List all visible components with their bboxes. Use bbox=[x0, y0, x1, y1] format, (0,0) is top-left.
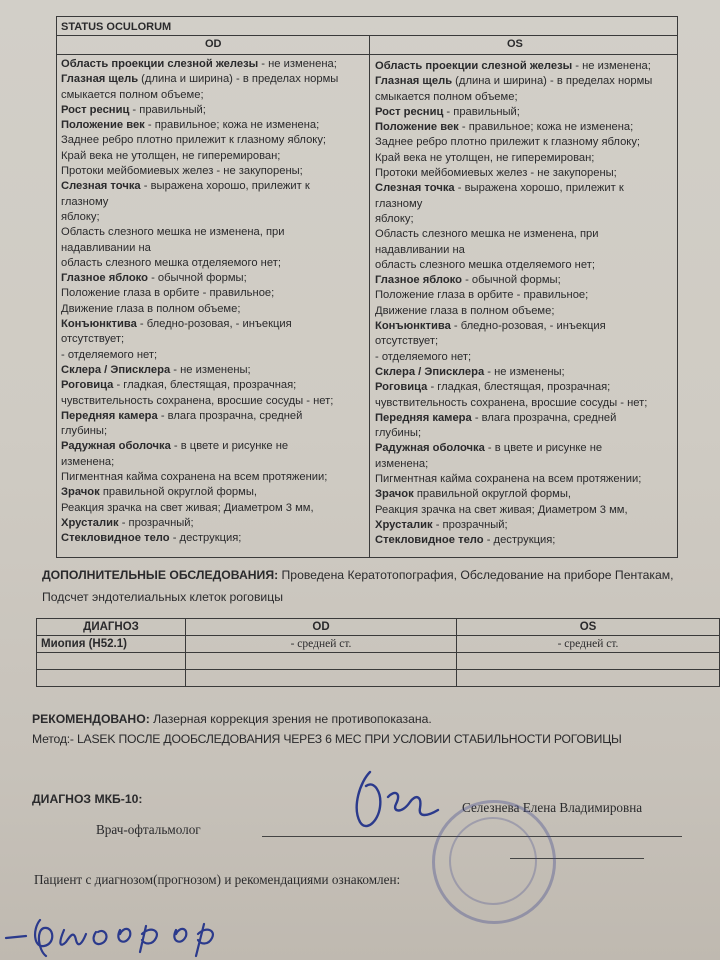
finding-line bbox=[375, 105, 675, 120]
finding-text: (длина и ширина) - в пределах нормы bbox=[452, 75, 653, 88]
od-header: OD bbox=[205, 38, 222, 50]
finding-line bbox=[375, 288, 675, 303]
mkb-label: ДИАГНОЗ МКБ-10: bbox=[32, 792, 143, 806]
additional-exams-line2: Подсчет эндотелиальных клеток роговицы bbox=[42, 590, 283, 604]
finding-text: область слезного мешка отделяемого нет; bbox=[61, 256, 281, 269]
finding-line bbox=[375, 227, 675, 242]
finding-line bbox=[61, 164, 365, 179]
os-value-cell: - средней ст. bbox=[457, 636, 720, 653]
finding-line bbox=[375, 90, 675, 105]
finding-text: - гладкая, блестящая, прозрачная; bbox=[427, 381, 611, 394]
finding-term: Зрачок bbox=[375, 488, 414, 501]
finding-text: Область слезного мешка не изменена, при bbox=[375, 228, 599, 241]
finding-term: Глазное яблоко bbox=[375, 274, 462, 287]
finding-text: (длина и ширина) - в пределах нормы bbox=[138, 73, 339, 86]
table-row bbox=[37, 653, 720, 670]
finding-term: Стекловидное тело bbox=[375, 534, 484, 547]
finding-text: - не изменены; bbox=[484, 365, 565, 378]
finding-term: Область проекции слезной железы bbox=[61, 58, 259, 70]
finding-line bbox=[61, 332, 365, 347]
doctor-signature bbox=[330, 752, 450, 842]
finding-term: Хрусталик bbox=[61, 516, 119, 529]
finding-text: глазному bbox=[61, 195, 109, 208]
finding-text: надавливании на bbox=[375, 243, 465, 256]
additional-exams bbox=[42, 568, 674, 582]
finding-line bbox=[375, 166, 675, 181]
finding-line bbox=[375, 441, 675, 456]
os-findings bbox=[375, 59, 675, 549]
patient-handwritten-signature bbox=[0, 890, 300, 960]
finding-term: Положение век bbox=[375, 121, 459, 134]
finding-text: Реакция зрачка на свет живая; Диаметром 3 мм, bbox=[375, 503, 628, 516]
finding-text: отсутствует; bbox=[61, 333, 125, 346]
finding-line bbox=[61, 286, 365, 301]
finding-term: Конъюнктива bbox=[61, 318, 137, 331]
finding-line bbox=[375, 396, 675, 411]
finding-text: яблоку; bbox=[61, 210, 100, 223]
os-value-cell bbox=[457, 653, 720, 670]
additional-exams-text: Проведена Кератотопография, Обследование на приборе Пентакам, bbox=[278, 568, 674, 582]
finding-text: глазному bbox=[375, 197, 423, 210]
finding-term: Роговица bbox=[61, 379, 114, 392]
finding-text: Реакция зрачка на свет живая; Диаметром 3 мм, bbox=[61, 501, 314, 514]
finding-text: чувствительность сохранена, вросшие сосуды - нет; bbox=[61, 394, 334, 407]
finding-text: - не изменена; bbox=[258, 58, 337, 70]
finding-line bbox=[375, 273, 675, 288]
finding-line bbox=[61, 256, 365, 271]
finding-line bbox=[375, 350, 675, 365]
finding-term: Хрусталик bbox=[375, 518, 433, 531]
finding-line bbox=[375, 365, 675, 380]
finding-line bbox=[61, 225, 365, 240]
finding-text: - в цвете и рисунке не bbox=[484, 442, 603, 455]
diagnosis-cell bbox=[37, 670, 186, 687]
finding-line bbox=[61, 394, 365, 409]
finding-text: - деструкция; bbox=[169, 532, 242, 545]
finding-term: Глазная щель bbox=[375, 75, 453, 88]
od-value-cell: - средней ст. bbox=[186, 636, 457, 653]
finding-line bbox=[61, 133, 365, 148]
finding-line bbox=[61, 424, 365, 439]
status-oculorum-title: STATUS OCULORUM bbox=[61, 21, 172, 33]
finding-text: надавливании на bbox=[61, 241, 151, 254]
finding-term: Слезная точка bbox=[61, 180, 141, 193]
finding-text: Пигментная кайма сохранена на всем протяжении; bbox=[375, 473, 642, 486]
doctor-name: Селезнева Елена Владимировна bbox=[462, 800, 643, 815]
diagnosis-cell bbox=[37, 653, 186, 670]
finding-line bbox=[375, 472, 675, 487]
finding-text: - обычной формы; bbox=[461, 274, 561, 287]
clinic-stamp bbox=[432, 800, 556, 924]
finding-text: изменена; bbox=[375, 457, 429, 470]
finding-line bbox=[375, 151, 675, 166]
finding-line bbox=[61, 72, 365, 87]
finding-line bbox=[375, 411, 675, 426]
finding-text: - бледно-розовая, - инъекция bbox=[136, 318, 292, 331]
finding-text: - правильное; кожа не изменена; bbox=[144, 119, 320, 132]
finding-line bbox=[375, 503, 675, 518]
diagnosis-os-header: OS bbox=[457, 619, 720, 636]
finding-text: - выражена хорошо, прилежит к bbox=[454, 182, 624, 195]
finding-text: - отделяемого нет; bbox=[61, 348, 158, 361]
finding-text: Область слезного мешка не изменена, при bbox=[61, 226, 285, 239]
finding-line bbox=[61, 179, 365, 194]
finding-line bbox=[61, 302, 365, 317]
finding-line bbox=[375, 243, 675, 258]
finding-text: - правильное; кожа не изменена; bbox=[458, 121, 634, 134]
od-value-cell bbox=[186, 670, 457, 687]
finding-text: - выражена хорошо, прилежит к bbox=[140, 180, 310, 193]
finding-line bbox=[61, 516, 365, 531]
finding-text: - прозрачный; bbox=[118, 516, 194, 529]
finding-line bbox=[375, 334, 675, 349]
finding-term: Передняя камера bbox=[375, 411, 472, 424]
od-value-cell bbox=[186, 653, 457, 670]
finding-line bbox=[375, 120, 675, 135]
finding-text: Заднее ребро плотно прилежит к глазному яблоку; bbox=[375, 136, 641, 149]
finding-text: - правильный; bbox=[443, 105, 520, 118]
diagnosis-header: ДИАГНОЗ bbox=[37, 619, 186, 636]
finding-term: Рост ресниц bbox=[61, 103, 130, 116]
finding-line bbox=[61, 118, 365, 133]
finding-line bbox=[61, 317, 365, 332]
recommendation-text: Лазерная коррекция зрения не противопоказана. bbox=[149, 712, 432, 726]
finding-text: Протоки мейбомиевых желез - не закупорены; bbox=[375, 167, 617, 180]
finding-line bbox=[375, 426, 675, 441]
finding-term: Глазное яблоко bbox=[61, 272, 148, 285]
status-oculorum-table bbox=[56, 16, 678, 558]
table-row bbox=[37, 670, 720, 687]
finding-text: Положение глаза в орбите - правильное; bbox=[61, 287, 275, 300]
finding-term: Область проекции слезной железы bbox=[375, 60, 573, 72]
finding-line bbox=[61, 455, 365, 470]
finding-text: глубины; bbox=[375, 427, 422, 440]
column-divider bbox=[369, 35, 370, 557]
finding-line bbox=[61, 195, 365, 210]
finding-line bbox=[61, 210, 365, 225]
diagnosis-od-header: OD bbox=[186, 619, 457, 636]
finding-line bbox=[61, 348, 365, 363]
finding-line bbox=[375, 212, 675, 227]
recommendation bbox=[32, 712, 432, 726]
finding-text: - влага прозрачна, средней bbox=[157, 409, 303, 422]
recommendation-method: Метод:- LASEK ПОСЛЕ ДООБСЛЕДОВАНИЯ ЧЕРЕЗ 6 МЕС ПРИ УСЛОВИИ СТАБИЛЬНОСТИ РОГОВИЦЫ bbox=[32, 732, 622, 746]
finding-term: Глазная щель bbox=[61, 73, 139, 86]
finding-line bbox=[375, 181, 675, 196]
finding-term: Склера / Эписклера bbox=[61, 363, 171, 376]
finding-text: - деструкция; bbox=[483, 534, 556, 547]
finding-text: чувствительность сохранена, вросшие сосуды - нет; bbox=[375, 396, 648, 409]
finding-text: Движение глаза в полном объеме; bbox=[375, 304, 555, 317]
finding-line bbox=[61, 271, 365, 286]
finding-line bbox=[61, 439, 365, 454]
os-value-cell bbox=[457, 670, 720, 687]
finding-term: Конъюнктива bbox=[375, 320, 451, 333]
diagnosis-table bbox=[36, 618, 720, 692]
finding-line bbox=[61, 149, 365, 164]
finding-text: отсутствует; bbox=[375, 335, 439, 348]
finding-term: Роговица bbox=[375, 381, 428, 394]
finding-term: Склера / Эписклера bbox=[375, 365, 485, 378]
finding-text: Движение глаза в полном объеме; bbox=[61, 302, 241, 315]
finding-text: Край века не утолщен, не гиперемирован; bbox=[375, 151, 595, 164]
table-row bbox=[37, 636, 720, 653]
finding-text: - не изменена; bbox=[572, 60, 651, 72]
finding-text: - обычной формы; bbox=[147, 272, 247, 285]
finding-text: Положение глаза в орбите - правильное; bbox=[375, 289, 589, 302]
finding-line bbox=[61, 363, 365, 378]
finding-term: Радужная оболочка bbox=[375, 442, 485, 455]
finding-text: Протоки мейбомиевых желез - не закупорены; bbox=[61, 165, 303, 178]
finding-line bbox=[375, 518, 675, 533]
finding-term: Рост ресниц bbox=[375, 105, 444, 118]
finding-line bbox=[61, 88, 365, 103]
doctor-label: Врач-офтальмолог bbox=[96, 822, 201, 837]
finding-line bbox=[375, 304, 675, 319]
finding-term: Слезная точка bbox=[375, 182, 455, 195]
finding-text: правильной округлой формы, bbox=[413, 488, 571, 501]
finding-text: - в цвете и рисунке не bbox=[170, 440, 289, 453]
diagnosis-cell: Миопия (H52.1) bbox=[37, 636, 186, 653]
finding-line bbox=[375, 319, 675, 334]
finding-text: - прозрачный; bbox=[432, 518, 508, 531]
finding-text: смыкается полном объеме; bbox=[375, 90, 518, 103]
finding-line bbox=[375, 59, 675, 74]
finding-term: Зрачок bbox=[61, 486, 100, 499]
recommendation-label: РЕКОМЕНДОВАНО: bbox=[32, 712, 150, 726]
patient-label: Пациент с диагнозом(прогнозом) и рекомендациями ознакомлен: bbox=[34, 872, 401, 887]
finding-term: Положение век bbox=[61, 119, 145, 132]
finding-line bbox=[61, 57, 365, 72]
finding-text: - бледно-розовая, - инъекция bbox=[450, 320, 606, 333]
finding-text: - не изменены; bbox=[170, 363, 251, 376]
finding-text: - гладкая, блестящая, прозрачная; bbox=[113, 379, 297, 392]
finding-text: глубины; bbox=[61, 425, 108, 438]
finding-line bbox=[61, 103, 365, 118]
finding-text: Край века не утолщен, не гиперемирован; bbox=[61, 149, 281, 162]
additional-exams-label: ДОПОЛНИТЕЛЬНЫЕ ОБСЛЕДОВАНИЯ: bbox=[42, 568, 279, 582]
finding-text: Заднее ребро плотно прилежит к глазному яблоку; bbox=[61, 134, 327, 147]
finding-line bbox=[375, 258, 675, 273]
finding-term: Радужная оболочка bbox=[61, 440, 171, 453]
finding-term: Передняя камера bbox=[61, 409, 158, 422]
finding-line bbox=[61, 409, 365, 424]
finding-line bbox=[375, 487, 675, 502]
finding-text: смыкается полном объеме; bbox=[61, 88, 204, 101]
finding-line bbox=[61, 378, 365, 393]
od-findings bbox=[61, 57, 365, 547]
finding-line bbox=[375, 197, 675, 212]
finding-text: изменена; bbox=[61, 455, 115, 468]
finding-term: Стекловидное тело bbox=[61, 532, 170, 545]
eye-header-row bbox=[57, 35, 677, 55]
finding-line bbox=[61, 501, 365, 516]
finding-line bbox=[61, 241, 365, 256]
finding-text: область слезного мешка отделяемого нет; bbox=[375, 258, 595, 271]
finding-line bbox=[375, 380, 675, 395]
finding-text: - влага прозрачна, средней bbox=[471, 411, 617, 424]
finding-text: яблоку; bbox=[375, 212, 414, 225]
finding-line bbox=[61, 485, 365, 500]
finding-line bbox=[375, 457, 675, 472]
finding-text: правильной округлой формы, bbox=[99, 486, 257, 499]
finding-line bbox=[61, 470, 365, 485]
finding-text: - правильный; bbox=[129, 103, 206, 116]
finding-text: - отделяемого нет; bbox=[375, 350, 472, 363]
finding-line bbox=[375, 74, 675, 89]
finding-line bbox=[375, 533, 675, 548]
os-header: OS bbox=[507, 38, 523, 50]
finding-line bbox=[375, 135, 675, 150]
finding-text: Пигментная кайма сохранена на всем протяжении; bbox=[61, 471, 328, 484]
finding-line bbox=[61, 531, 365, 546]
